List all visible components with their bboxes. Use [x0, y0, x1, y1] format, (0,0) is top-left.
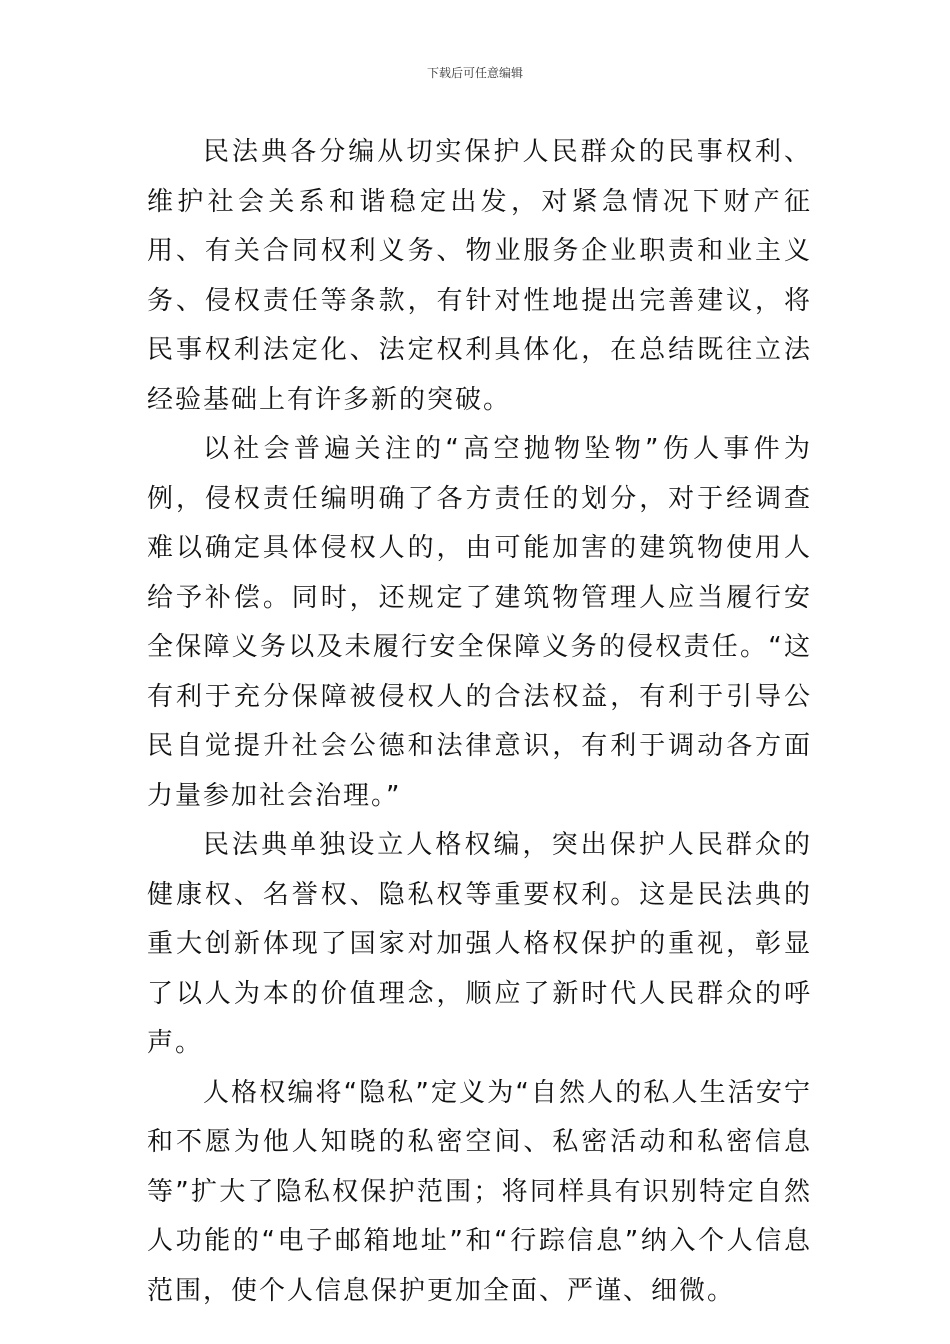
page-header-note: 下载后可任意编辑	[426, 66, 523, 80]
paragraph: 民法典单独设立人格权编，突出保护人民群众的健康权、名誉权、隐私权等重要权利。这是民法典的重大创新体现了国家对加强人格权保护的重视，彰显了以人为本的价值理念，顺应了新时代人民群众的呼声。	[147, 830, 812, 1058]
document-body	[147, 128, 812, 1316]
paragraph: 人格权编将“隐私”定义为“自然人的私人生活安宁和不愿为他人知晓的私密空间、私密活动和私密信息等”扩大了隐私权保护范围；将同样具有识别特定自然人功能的“电子邮箱地址”和“行踪信息”纳入个人信息范围，使个人信息保护更加全面、严谨、细微。	[147, 1077, 812, 1306]
paragraph: 以社会普遍关注的“高空抛物坠物”伤人事件为例，侵权责任编明确了各方责任的划分，对于经调查难以确定具体侵权人的，由可能加害的建筑物使用人给予补偿。同时，还规定了建筑物管理人应当履行安全保障义务以及未履行安全保障义务的侵权责任。“这有利于充分保障被侵权人的合法权益，有利于引导公民自觉提升社会公德和法律意识，有利于调动各方面力量参加社会治理。”	[147, 434, 812, 811]
paragraph: 民法典各分编从切实保护人民群众的民事权利、维护社会关系和谐稳定出发，对紧急情况下财产征用、有关合同权利义务、物业服务企业职责和业主义务、侵权责任等条款，有针对性地提出完善建议，将民事权利法定化、法定权利具体化，在总结既往立法经验基础上有许多新的突破。	[147, 137, 812, 415]
